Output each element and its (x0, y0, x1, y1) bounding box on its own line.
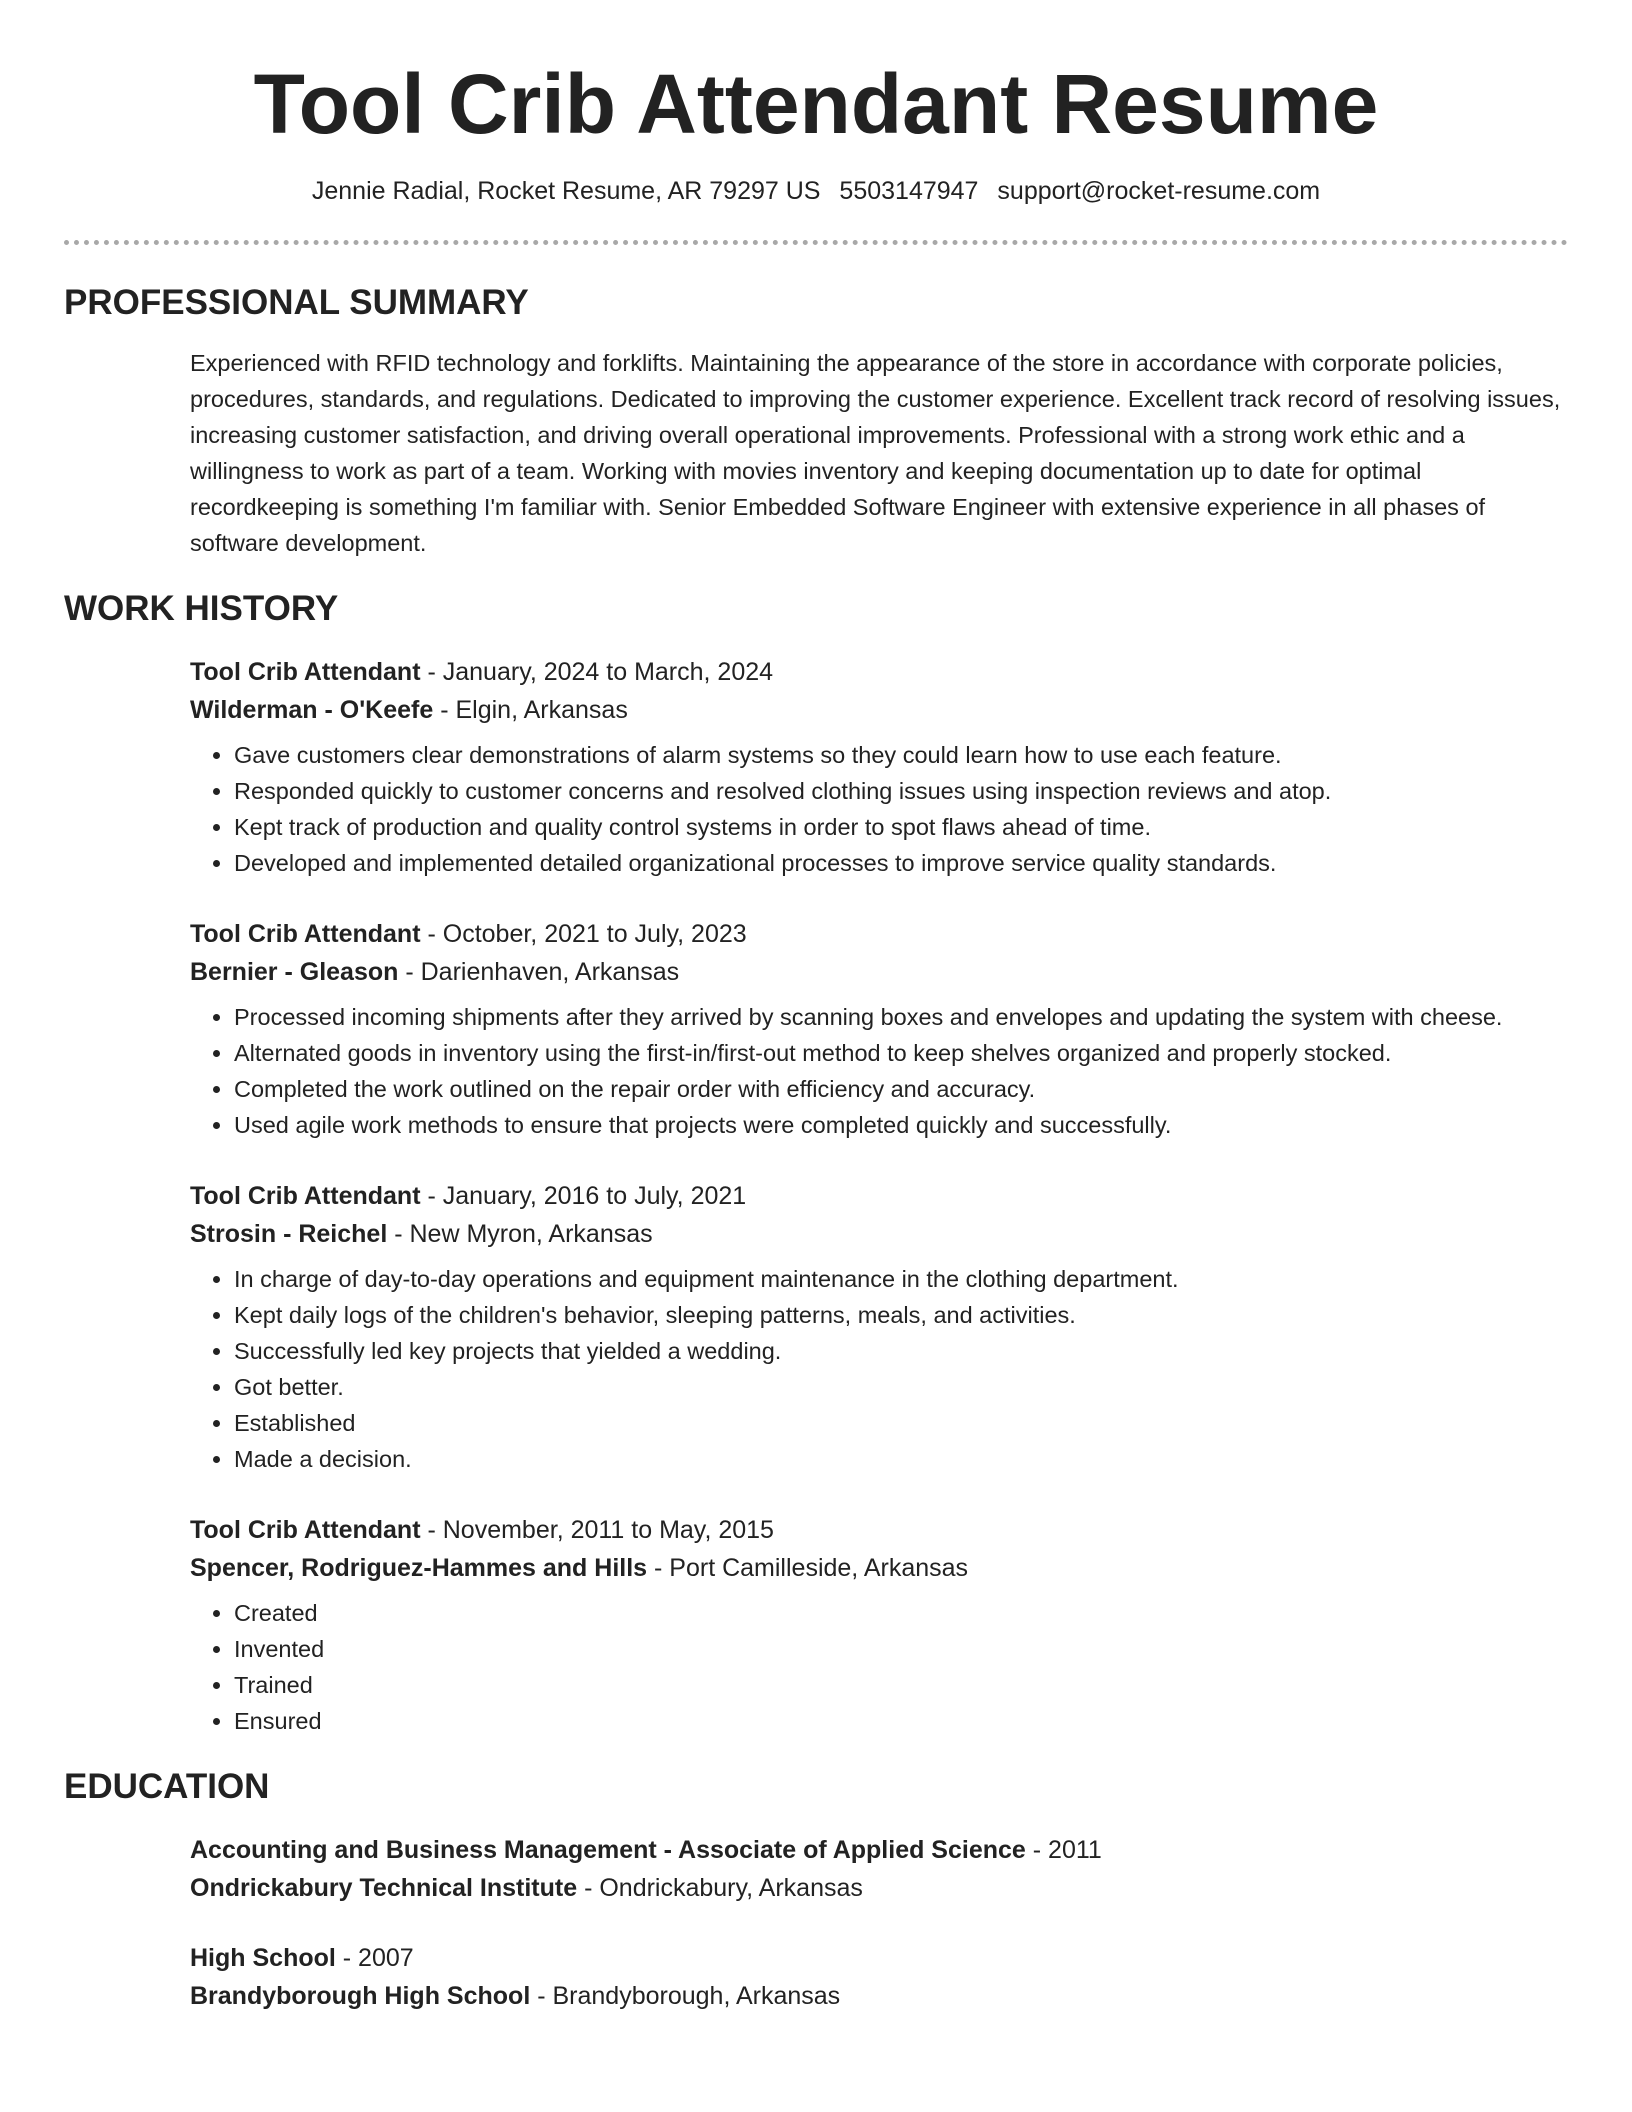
job-bullet: • Trained (234, 1667, 1568, 1703)
job-bullet: • Invented (234, 1631, 1568, 1667)
job-title-line (190, 1177, 1568, 1215)
education-degree-line (190, 1831, 1568, 1869)
job-dates: - January, 2024 to March, 2024 (420, 658, 774, 686)
job-company-line (190, 1215, 1568, 1253)
job-bullet: • Kept daily logs of the children's behavior, sleeping patterns, meals, and activities. (234, 1297, 1568, 1333)
job-location: - Port Camilleside, Arkansas (647, 1554, 969, 1582)
job-dates: - October, 2021 to July, 2023 (420, 920, 747, 948)
job-company-line (190, 691, 1568, 729)
job-bullets (190, 999, 1568, 1143)
resume-page (64, 0, 1568, 2015)
education-heading: EDUCATION (64, 1767, 270, 1806)
job-entry (190, 915, 1568, 1143)
summary-heading: PROFESSIONAL SUMMARY (64, 283, 529, 322)
job-company: Wilderman - O'Keefe (190, 696, 434, 724)
education-degree: Accounting and Business Management - Associate of Applied Science (190, 1836, 1026, 1864)
job-company-line (190, 953, 1568, 991)
education-degree: High School (190, 1944, 336, 1972)
contact-email: support@rocket-resume.com (997, 177, 1321, 205)
job-bullet: • Kept track of production and quality control systems in order to spot flaws ahead of time. (234, 809, 1568, 845)
job-bullet: • Established (234, 1405, 1568, 1441)
header-divider (64, 240, 1568, 245)
job-entry (190, 1177, 1568, 1477)
work-history-list (190, 653, 1568, 1739)
job-bullet: • Processed incoming shipments after they arrived by scanning boxes and envelopes and updating the system with cheese. (234, 999, 1568, 1035)
education-school-line (190, 1869, 1568, 1907)
job-bullet: • Successfully led key projects that yielded a wedding. (234, 1333, 1568, 1369)
job-title: Tool Crib Attendant (190, 1182, 421, 1210)
education-school: Ondrickabury Technical Institute (190, 1874, 578, 1902)
job-company: Spencer, Rodriguez-Hammes and Hills (190, 1554, 648, 1582)
job-bullet: • Alternated goods in inventory using the first-in/first-out method to keep shelves organized and properly stocked. (234, 1035, 1568, 1071)
job-title: Tool Crib Attendant (190, 920, 421, 948)
education-year: - 2007 (335, 1944, 414, 1972)
job-location: - Elgin, Arkansas (433, 696, 628, 724)
job-bullet: • Developed and implemented detailed organizational processes to improve service quality standards. (234, 845, 1568, 881)
job-title: Tool Crib Attendant (190, 658, 421, 686)
job-bullets (190, 1595, 1568, 1739)
job-bullet: • Created (234, 1595, 1568, 1631)
job-location: - New Myron, Arkansas (387, 1220, 653, 1248)
education-degree-line (190, 1939, 1568, 1977)
job-company-line (190, 1549, 1568, 1587)
resume-title: Tool Crib Attendant Resume (253, 57, 1379, 151)
job-entry (190, 1511, 1568, 1739)
job-dates: - January, 2016 to July, 2021 (420, 1182, 747, 1210)
job-bullet: • Gave customers clear demonstrations of alarm systems so they could learn how to use each feature. (234, 737, 1568, 773)
education-school-line (190, 1977, 1568, 2015)
contact-phone: 5503147947 (839, 177, 979, 205)
job-title-line (190, 653, 1568, 691)
education-location: - Ondrickabury, Arkansas (577, 1874, 863, 1902)
job-bullet: • Responded quickly to customer concerns and resolved clothing issues using inspection reviews and atop. (234, 773, 1568, 809)
summary-text: Experienced with RFID technology and forklifts. Maintaining the appearance of the store in accordance with corporate policies, procedures, standards, and regulations. Dedicated to improving the customer experience. Excellent track record of resolving issues, increasing customer satisfaction, and driving overall operational improvements. Professional with a strong work ethic and a willingness to work as part of a team. Working with movies inventory and keeping documentation up to date for optimal recordkeeping is something I'm familiar with. Senior Embedded Software Engineer with extensive experience in all phases of software development. (190, 350, 1561, 556)
job-bullet: • Got better. (234, 1369, 1568, 1405)
education-school: Brandyborough High School (190, 1982, 531, 2010)
job-company: Strosin - Reichel (190, 1220, 388, 1248)
job-bullet: • Made a decision. (234, 1441, 1568, 1477)
job-bullets (190, 1261, 1568, 1477)
work-history-heading: WORK HISTORY (64, 589, 339, 628)
job-company: Bernier - Gleason (190, 958, 399, 986)
job-bullet: • Ensured (234, 1703, 1568, 1739)
education-entry (190, 1939, 1568, 2015)
job-title: Tool Crib Attendant (190, 1516, 421, 1544)
job-dates: - November, 2011 to May, 2015 (420, 1516, 774, 1544)
job-entry (190, 653, 1568, 881)
education-list (190, 1831, 1568, 2015)
education-location: - Brandyborough, Arkansas (530, 1982, 841, 2010)
job-bullet: • In charge of day-to-day operations and equipment maintenance in the clothing department. (234, 1261, 1568, 1297)
education-year: - 2011 (1025, 1836, 1102, 1864)
job-location: - Darienhaven, Arkansas (398, 958, 680, 986)
contact-line (64, 176, 1568, 206)
education-entry (190, 1831, 1568, 1907)
job-bullet: • Completed the work outlined on the repair order with efficiency and accuracy. (234, 1071, 1568, 1107)
job-title-line (190, 915, 1568, 953)
job-bullets (190, 737, 1568, 881)
job-bullet: • Used agile work methods to ensure that projects were completed quickly and successfully. (234, 1107, 1568, 1143)
job-title-line (190, 1511, 1568, 1549)
contact-address: Jennie Radial, Rocket Resume, AR 79297 US (311, 177, 821, 205)
